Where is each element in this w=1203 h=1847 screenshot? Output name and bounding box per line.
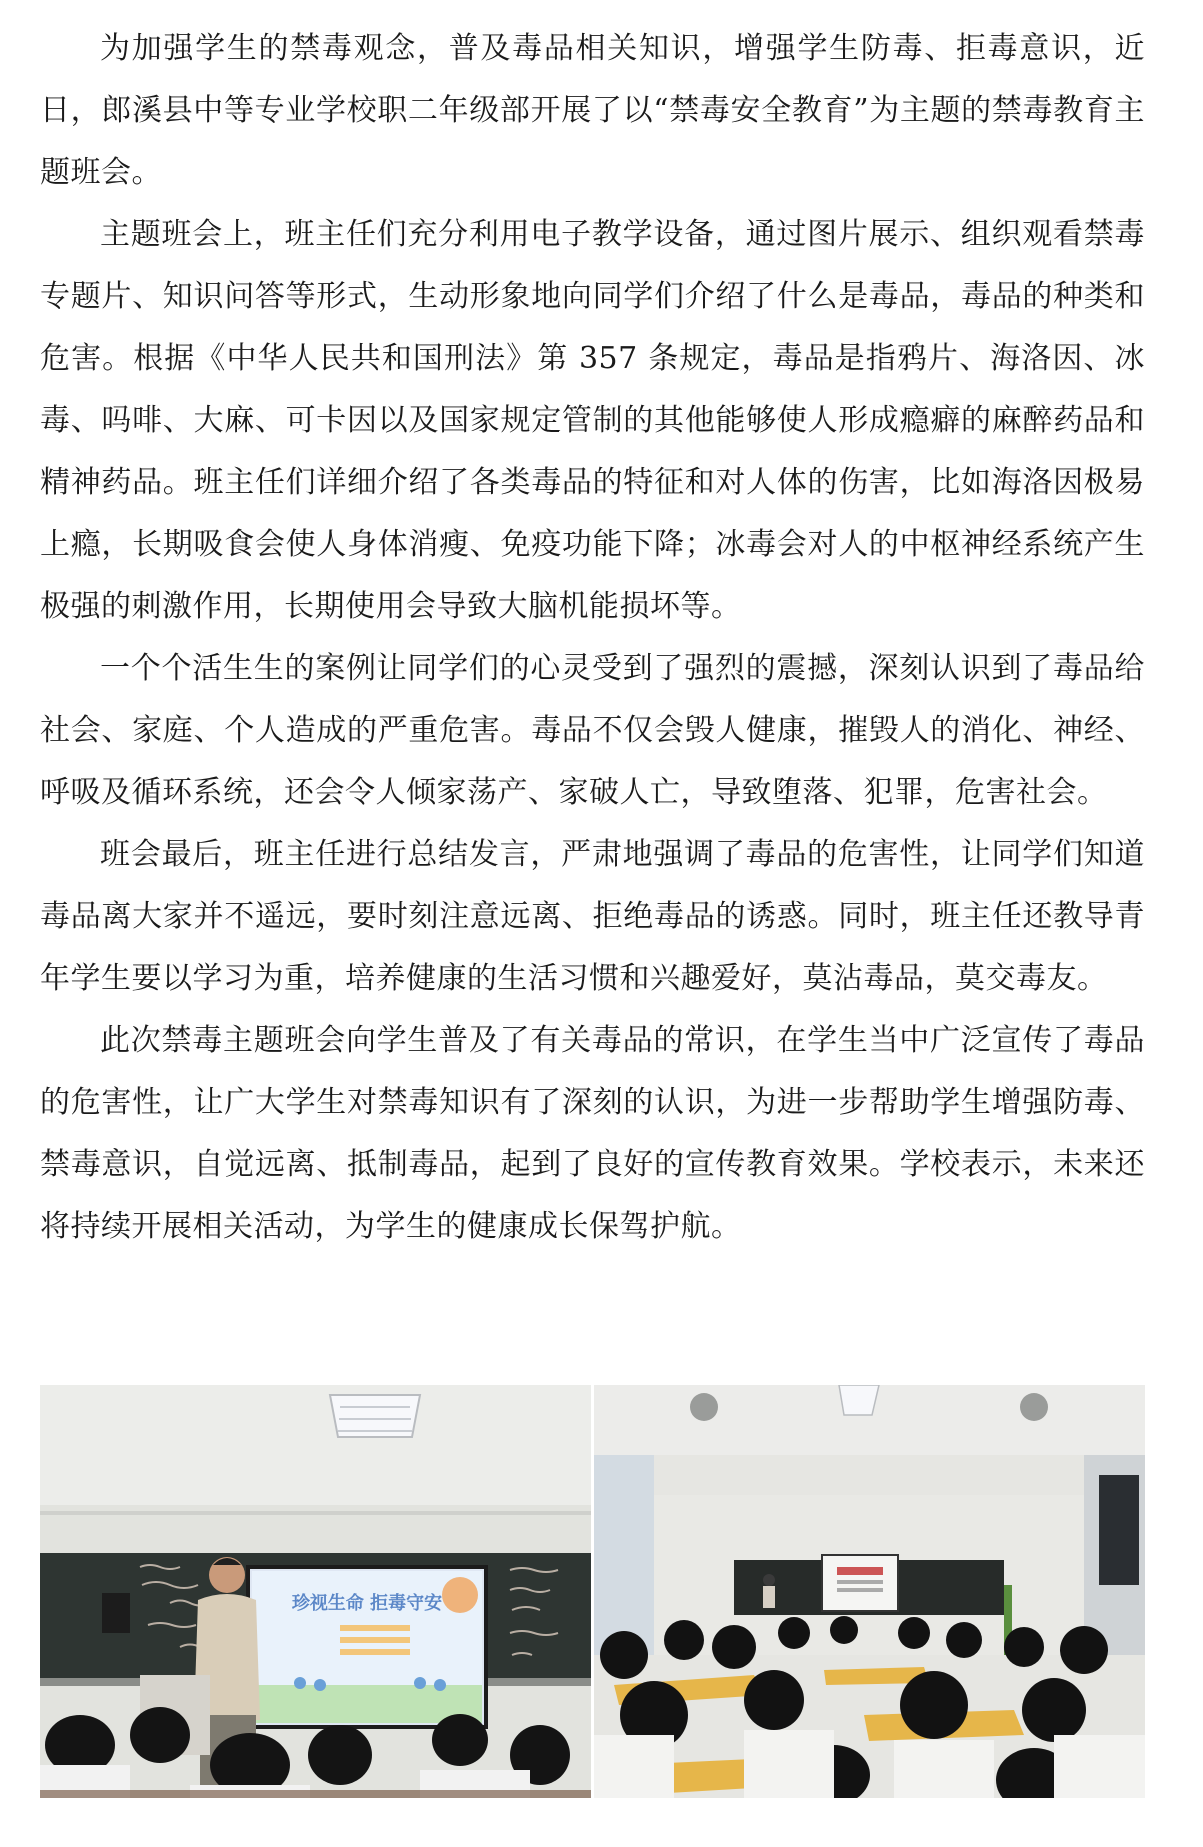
classroom-photo-left — [40, 1385, 591, 1798]
photo-teacher-at-screen — [40, 1385, 591, 1798]
screen-title: 珍视生命 拒毒守安 — [291, 1593, 443, 1614]
paragraph-conclusion: 此次禁毒主题班会向学生普及了有关毒品的常识，在学生当中广泛宣传了毒品的危害性，让广大学生对禁毒知识有了深刻的认识，为进一步帮助学生增强防毒、禁毒意识，自觉远离、抵制毒品，起到了良好的宣传教育效果。学校表示，未来还将持续开展相关活动，为学生的健康成长保驾护航。 — [40, 1023, 1145, 1244]
paragraph-class-content: 主题班会上，班主任们充分利用电子教学设备，通过图片展示、组织观看禁毒专题片、知识问答等形式，生动形象地向同学们介绍了什么是毒品，毒品的种类和危害。根据《中华人民共和国刑法》第 357 条规定，毒品是指鸦片、海洛因、冰毒、吗啡、大麻、可卡因以及国家规定管制的其他能够使人形成瘾癖的麻醉药品和精神药品。班主任们详细介绍了各类毒品的特征和对人体的伤害，比如海洛因极易上瘾，长期吸食会使人身体消瘦、免疫功能下降；冰毒会对人的中枢神经系统产生极强的刺激作用，长期使用会导致大脑机能损坏等。 — [40, 217, 1145, 624]
photo-strip — [40, 1385, 1145, 1798]
classroom-photo-right — [594, 1385, 1145, 1798]
paragraph-summary: 班会最后，班主任进行总结发言，严肃地强调了毒品的危害性，让同学们知道毒品离大家并不遥远，要时刻注意远离、拒绝毒品的诱惑。同时，班主任还教导青年学生要以学习为重，培养健康的生活习惯和兴趣爱好，莫沾毒品，莫交毒友。 — [40, 837, 1145, 996]
paragraph-intro: 为加强学生的禁毒观念，普及毒品相关知识，增强学生防毒、拒毒意识，近日，郎溪县中等专业学校职二年级部开展了以“禁毒安全教育”为主题的禁毒教育主题班会。 — [40, 31, 1145, 190]
photo-classroom-wide — [594, 1385, 1145, 1798]
paragraph-cases: 一个个活生生的案例让同学们的心灵受到了强烈的震撼，深刻认识到了毒品给社会、家庭、个人造成的严重危害。毒品不仅会毁人健康，摧毁人的消化、神经、呼吸及循环系统，还会令人倾家荡产、家破人亡，导致堕落、犯罪，危害社会。 — [40, 651, 1145, 810]
article-body — [40, 18, 1145, 1258]
